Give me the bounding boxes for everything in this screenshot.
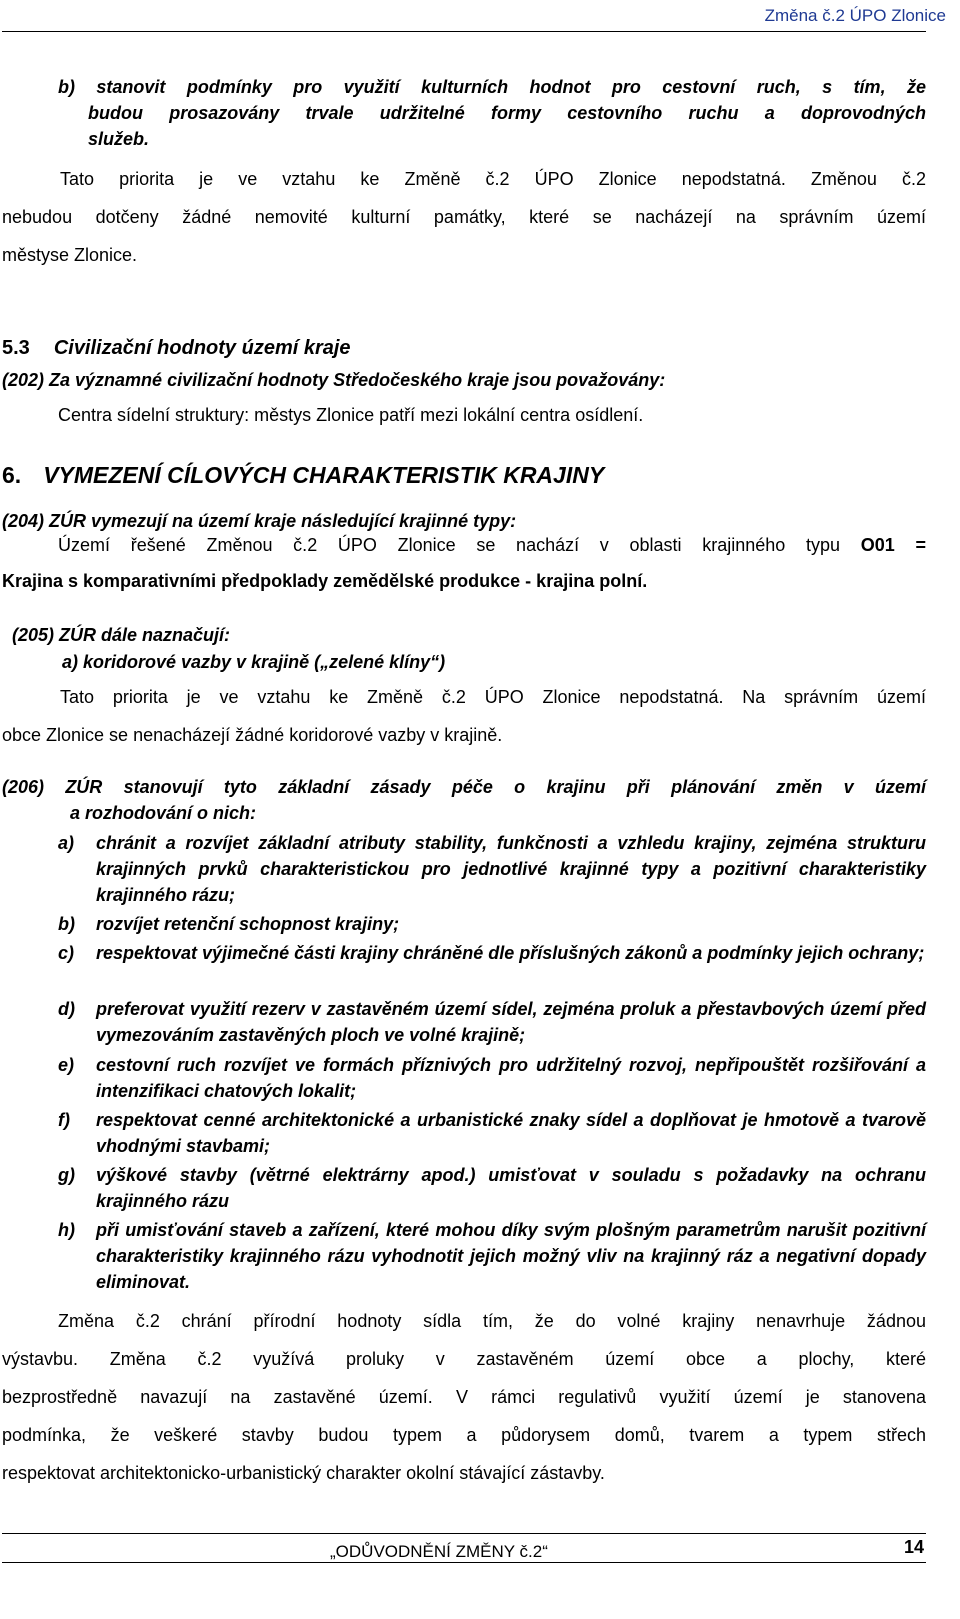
- list-item-text: respektovat výjimečné části krajiny chráněné dle příslušných zákonů a podmínky jejich ochrany;: [96, 943, 925, 963]
- paragraph-line: Krajina s komparativními předpoklady zemědělské produkce - krajina polní.: [2, 571, 648, 591]
- running-header: Změna č.2 ÚPO Zlonice: [764, 6, 946, 25]
- closing-paragraph: [2, 1302, 926, 1492]
- list-item-text: preferovat využití rezerv v zastavěném území sídel, zejména proluk a přestavbových území před vymezováním zastavěných ploch ve volné krajině;: [96, 999, 926, 1045]
- paragraph-line: obce Zlonice se nenacházejí žádné koridorové vazby v krajině.: [2, 725, 503, 745]
- list-item-letter: c): [58, 943, 75, 963]
- list-item-text: při umisťování staveb a zařízení, které mohou díky svým plošným parametrům narušit pozitivní charakteristiky krajinného rázu vyhodnotit jejich možný vliv na krajinný ráz a negativní dopady eliminovat.: [96, 1220, 926, 1292]
- subsection-line: a rozhodování o nich:: [70, 803, 257, 823]
- list-item-letter: h): [58, 1220, 75, 1240]
- list-item: [58, 940, 926, 966]
- paragraph-line: respektovat architektonicko-urbanistický charakter okolní stávající zástavby.: [2, 1463, 605, 1483]
- list-item-letter: a): [58, 833, 75, 853]
- paragraph-line: nebudou dotčeny žádné nemovité kulturní památky, které se nacházejí na správním území: [2, 207, 926, 227]
- paragraph-line: podmínka, že veškeré stavby budou typem a půdorysem domů, tvarem a typem střech: [2, 1425, 926, 1445]
- footer-rule: [2, 1533, 926, 1534]
- list-item-text: chránit a rozvíjet základní atributy stability, funkčnosti a vzhledu krajiny, zejména strukturu krajinných prvků charakteristickou pro jednotlivé krajinné typy a pozitivní charakteristiky krajinného rázu;: [96, 833, 926, 905]
- subsection-line: (206) ZÚR stanovují tyto základní zásady péče o krajinu při plánování změn v území: [2, 777, 926, 797]
- text-plain: Území řešené Změnou č.2 ÚPO Zlonice se nachází v oblasti krajinného typu: [58, 535, 841, 555]
- heading-text: Civilizační hodnoty území kraje: [53, 337, 351, 359]
- paragraph-line: Změna č.2 chrání přírodní hodnoty sídla tím, že do volné krajiny nenavrhuje žádnou: [58, 1311, 926, 1331]
- item-b-line: služeb.: [88, 129, 150, 149]
- paragraph-line: výstavbu. Změna č.2 využívá proluky v zastavěném území obce a plochy, které: [2, 1349, 926, 1369]
- page-number: 14: [904, 1537, 925, 1557]
- list-item: [58, 1107, 926, 1159]
- list-item: [58, 830, 926, 908]
- header-rule: [2, 31, 926, 32]
- list-item: [58, 1052, 926, 1104]
- list-item-text: cestovní ruch rozvíjet ve formách příznivých pro udržitelný rozvoj, nepřipouštět rozšiřování a intenzifikaci chatových lokalit;: [96, 1055, 926, 1101]
- text-bold: O01 =: [860, 535, 926, 555]
- list-item-letter: b): [58, 914, 75, 934]
- section-heading-5-3: [2, 337, 351, 360]
- list-item-letter: e): [58, 1055, 75, 1075]
- item-205-a: a) koridorové vazby v krajině („zelené klíny“): [62, 652, 446, 672]
- footer-title: „ODŮVODNĚNÍ ZMĚNY č.2“: [330, 1542, 548, 1561]
- list-item: [58, 996, 926, 1048]
- subsection-202: (202) Za významné civilizační hodnoty Středočeského kraje jsou považovány:: [2, 370, 666, 390]
- heading-number: 6.: [2, 462, 22, 488]
- list-item: [58, 911, 926, 937]
- paragraph-line: Tato priorita je ve vztahu ke Změně č.2 ÚPO Zlonice nepodstatná. Změnou č.2: [60, 169, 926, 189]
- heading-number: 5.3: [2, 337, 30, 359]
- heading-text: VYMEZENÍ CÍLOVÝCH CHARAKTERISTIK KRAJINY: [43, 462, 605, 488]
- subsection-206: [2, 774, 926, 826]
- item-b: [58, 74, 926, 152]
- landscape-type-text: [2, 532, 926, 594]
- paragraph-205: [2, 678, 926, 754]
- list-item: [58, 1217, 926, 1295]
- section-heading-6: [2, 462, 604, 489]
- subsection-205: (205) ZÚR dále naznačují:: [12, 625, 231, 645]
- list-item-letter: f): [58, 1110, 70, 1130]
- paragraph-line: [58, 532, 926, 558]
- subsection-204: (204) ZÚR vymezují na území kraje následující krajinné typy:: [2, 511, 517, 531]
- list-item-letter: d): [58, 999, 75, 1019]
- item-b-line: b) stanovit podmínky pro využití kulturních hodnot pro cestovní ruch, s tím, že: [58, 77, 926, 97]
- list-item: [58, 1162, 926, 1214]
- list-item-text: výškové stavby (větrné elektrárny apod.) umisťovat v souladu s požadavky na ochranu krajinného rázu: [96, 1165, 926, 1211]
- paragraph-line: Tato priorita je ve vztahu ke Změně č.2 ÚPO Zlonice nepodstatná. Na správním území: [60, 687, 926, 707]
- paragraph-b: [2, 160, 926, 274]
- footer-bottom-rule: [2, 1562, 926, 1563]
- list-item-text: respektovat cenné architektonické a urbanistické znaky sídel a doplňovat je hmotově a tvarově vhodnými stavbami;: [96, 1110, 926, 1156]
- paragraph-line: bezprostředně navazují na zastavěné území. V rámci regulativů využití území je stanovena: [2, 1387, 926, 1407]
- list-item-letter: g): [58, 1165, 75, 1185]
- list-item-text: rozvíjet retenční schopnost krajiny;: [96, 914, 400, 934]
- centra-text: Centra sídelní struktury: městys Zlonice patří mezi lokální centra osídlení.: [58, 405, 644, 425]
- paragraph-line: městyse Zlonice.: [2, 245, 138, 265]
- item-b-line: budou prosazovány trvale udržitelné formy cestovního ruchu a doprovodných: [88, 103, 926, 123]
